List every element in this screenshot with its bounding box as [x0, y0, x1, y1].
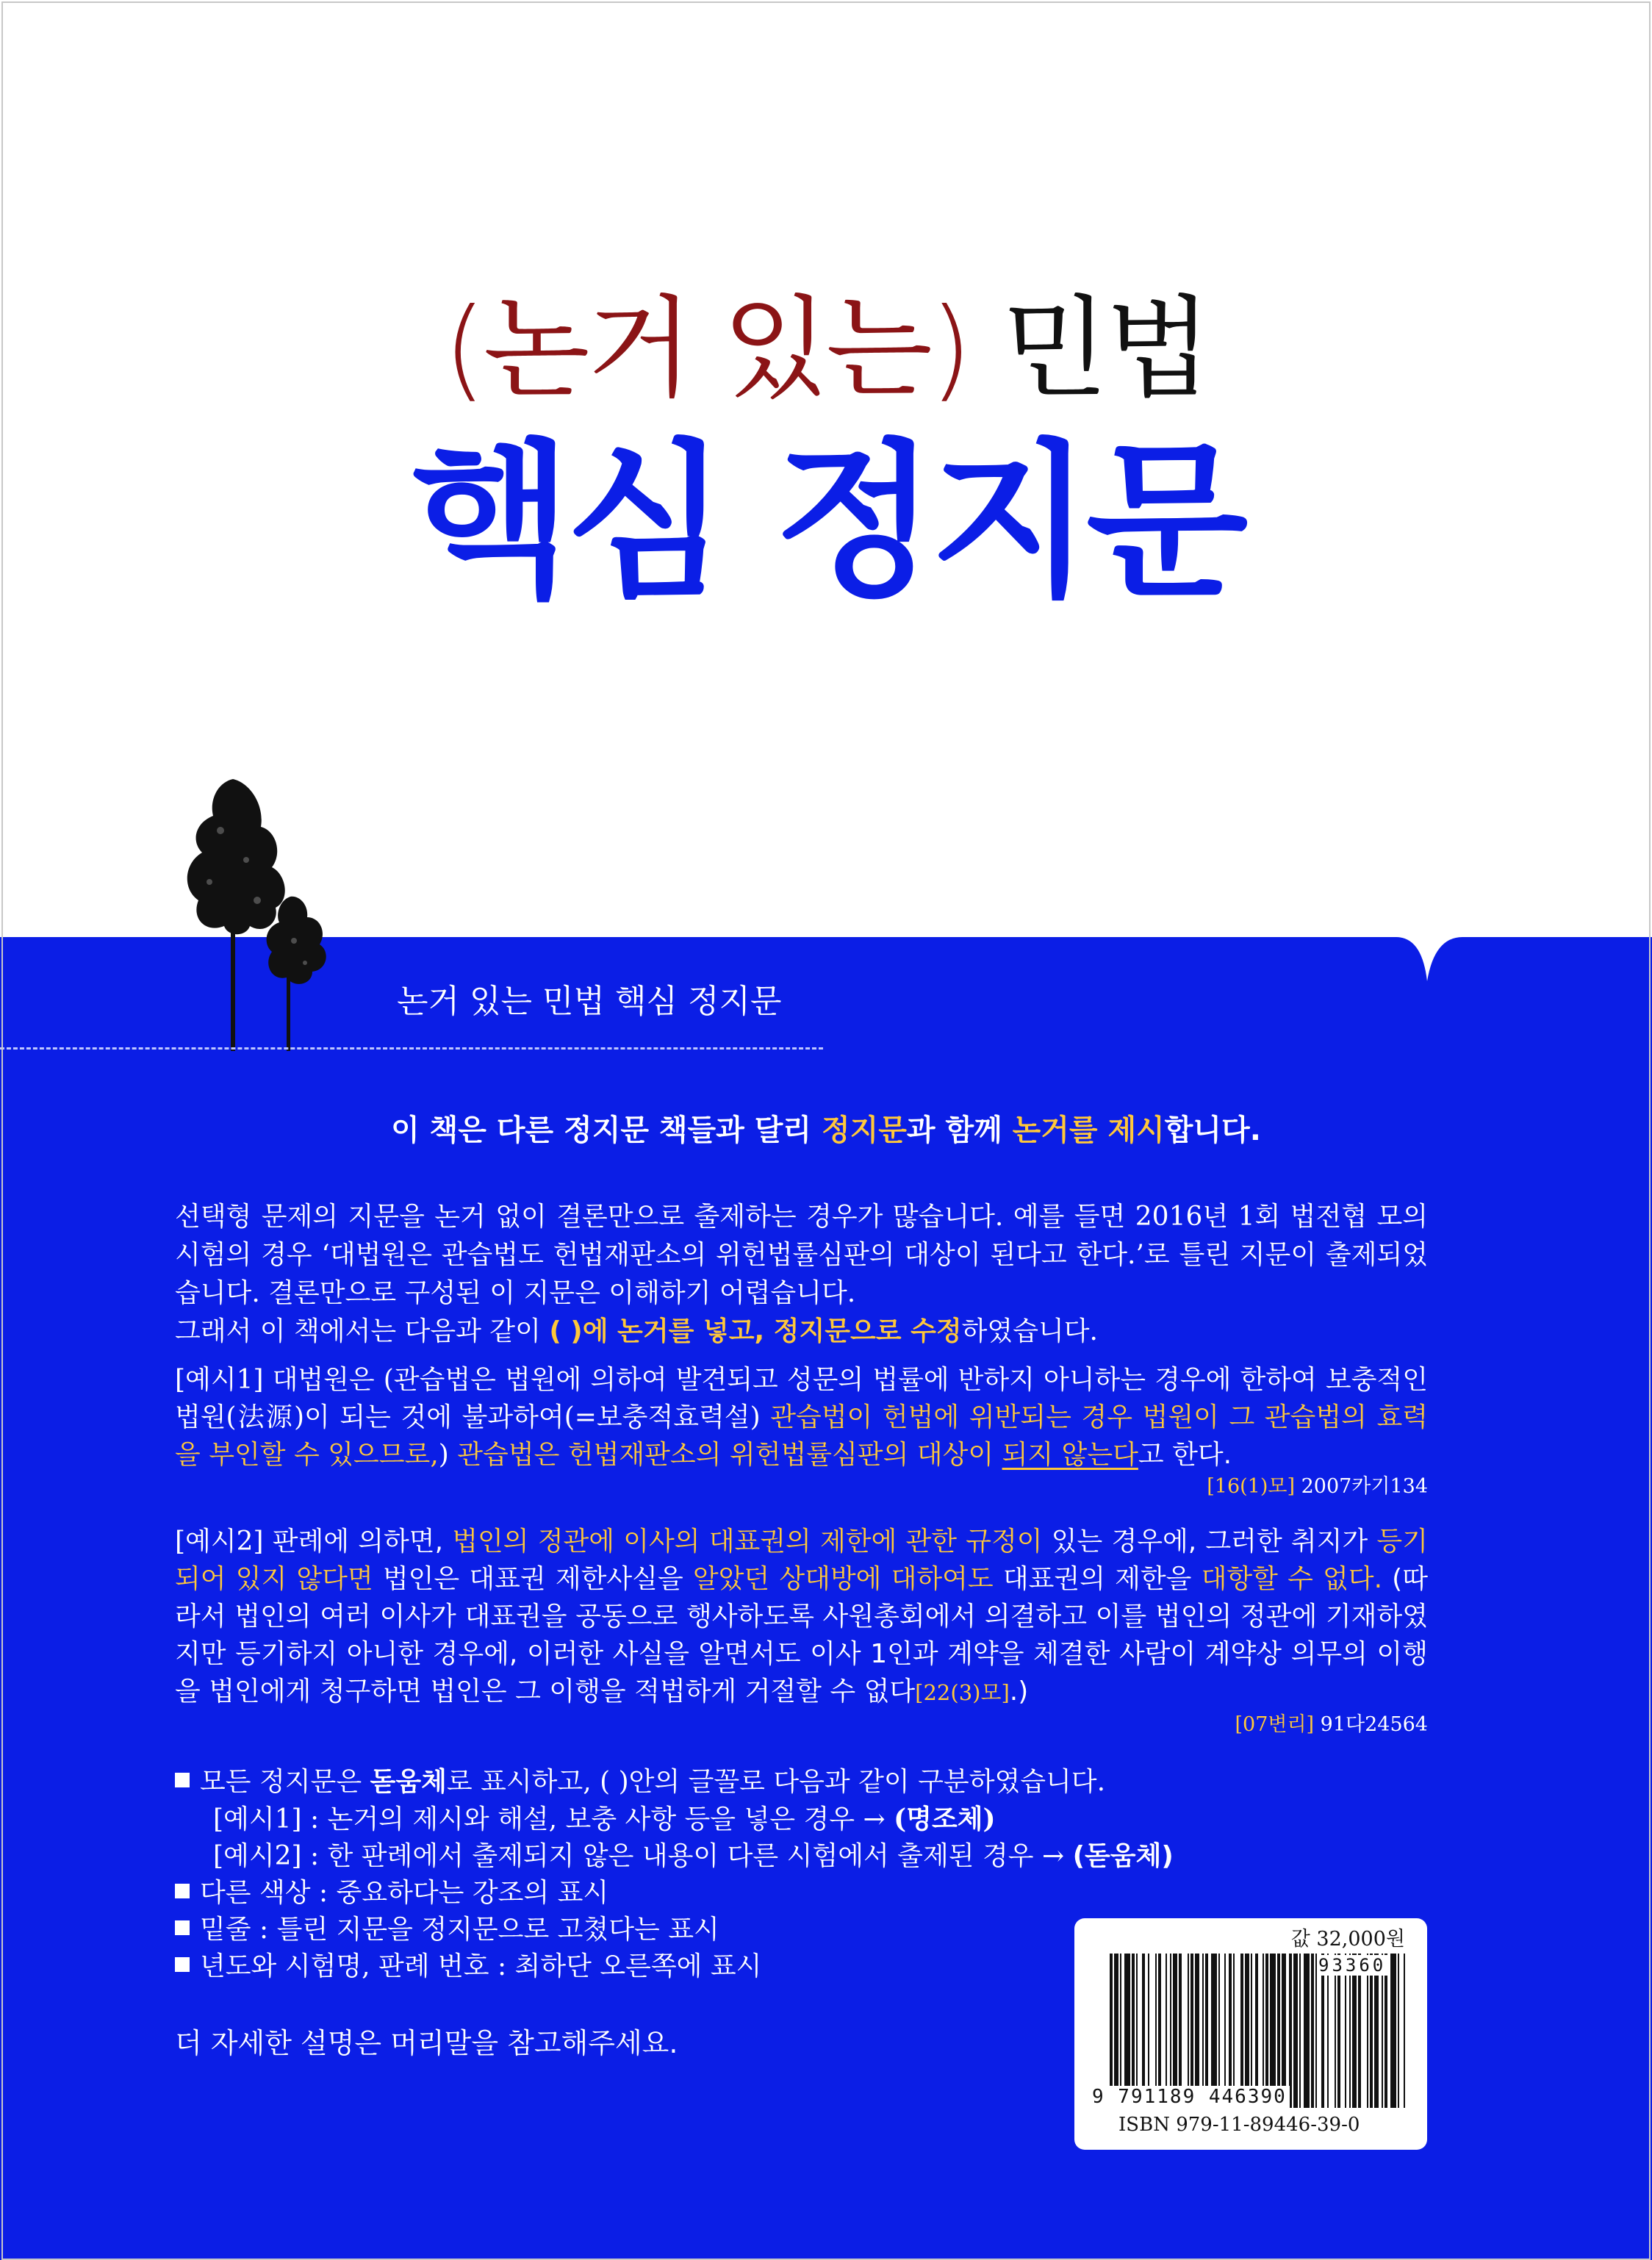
barcode-bar	[1299, 1954, 1301, 2108]
barcode-bar	[1158, 1954, 1161, 2108]
note-subitem	[175, 1838, 1204, 1875]
barcode-bar	[1240, 1954, 1243, 2108]
case-number: 2007카기134	[1295, 1475, 1428, 1498]
barcode-bar	[1345, 1954, 1346, 2108]
highlight-keyword: 논거를 제시	[1012, 1113, 1165, 1147]
example-1-emphasis: 관습법은 헌법재판소의 위헌법률심판의 대상이	[457, 1440, 1002, 1470]
example-1-corrected: 되지 않는다	[1002, 1440, 1138, 1470]
note-part: [예시1] : 논거의 제시와 해설, 보충 사항 등을 넣은 경우 →	[213, 1804, 894, 1834]
note-item	[175, 1875, 1204, 1912]
intro-part: 하였습니다.	[961, 1316, 1098, 1346]
barcode-bar	[1321, 1954, 1324, 2108]
exam-tag: [22(3)모]	[915, 1680, 1010, 1705]
barcode-bar	[1190, 1954, 1193, 2108]
note-emphasis: 돋움체	[370, 1767, 447, 1797]
barcode-bar	[1224, 1954, 1226, 2108]
legend-notes	[175, 1764, 1204, 1985]
barcode-bar	[1390, 1954, 1396, 2108]
barcode-bar	[1385, 1954, 1387, 2108]
case-number: 91다24564	[1314, 1713, 1428, 1736]
note-part: 로 표시하고, ( )안의 글꼴로 다음과 같이 구분하였습니다.	[446, 1767, 1106, 1797]
exam-tag: [16(1)모]	[1207, 1475, 1295, 1498]
barcode-bar	[1251, 1954, 1252, 2108]
example-1-part: 고 한다.	[1138, 1440, 1232, 1470]
barcode-bar	[1374, 1954, 1379, 2108]
square-bullet-icon	[175, 1920, 190, 1935]
example-1-label: [예시1]	[175, 1365, 273, 1395]
example-1-part: 대법원은	[272, 1365, 375, 1395]
highlight-keyword: 정지문	[821, 1113, 907, 1147]
note-item	[175, 1912, 1204, 1948]
barcode-bar	[1270, 1954, 1276, 2108]
barcode-bar	[1179, 1954, 1182, 2108]
barcode-bar	[1382, 1954, 1383, 2108]
example-2-part: 법인은 대표권 제한사실을	[373, 1564, 693, 1594]
example-2-emphasis: 대항할 수 없다.	[1201, 1564, 1383, 1594]
barcode-bar	[1136, 1954, 1138, 2108]
barcode-bar	[1327, 1954, 1329, 2108]
intro-part: 그래서 이 책에서는 다음과 같이	[175, 1316, 550, 1346]
note-subitem	[175, 1801, 1204, 1838]
barcode-bar	[1124, 1954, 1130, 2108]
barcode-bar	[1311, 1954, 1314, 2108]
intro-emphasis: ( )에 논거를 넣고, 정지문으로 수정	[549, 1316, 962, 1346]
example-2-part: 대표권의 제한을	[993, 1564, 1202, 1594]
tree-illustration	[176, 772, 338, 1051]
more-info: 더 자세한 설명은 머리말을 참고해주세요.	[175, 2027, 678, 2059]
barcode-bar	[1304, 1954, 1310, 2108]
barcode-bar	[1337, 1954, 1340, 2108]
barcode-bar	[1349, 1954, 1351, 2108]
barcode-bar	[1110, 1954, 1113, 2108]
note-item	[175, 1764, 1204, 1801]
example-2-reference	[175, 1712, 1428, 1738]
intro-text: 선택형 문제의 지문을 논거 없이 결론만으로 출제하는 경우가 많습니다. 예를 들면 2016년 1회 법전협 모의시험의 경우 ‘대법원은 관습법도 헌법재판소의 위헌법률심판의 대상이 된다고 한다.’로 틀린 지문이 출제되었습니다. 결론만으로 구성된 이 지문은 이해하기 어렵습니다.	[175, 1202, 1428, 1308]
highlight-part: 이 책은 다른 정지문 책들과 달리	[391, 1113, 822, 1147]
barcode-bar	[1255, 1954, 1258, 2108]
example-1-part: )	[438, 1440, 458, 1470]
barcode-bar	[1370, 1954, 1373, 2108]
intro-text-2	[175, 1313, 1428, 1351]
price: 값 32,000원	[1290, 1928, 1405, 1951]
example-1-part: (관습법은 법원에 의하여 발견되고 성문의 법률에 반하지 아니하는 경우에 한하여 보충적인 법원(法源)이 되는 것에 불과하여(=보충적효력설)	[175, 1365, 1428, 1432]
example-2	[175, 1523, 1428, 1738]
example-2-part: .)	[1009, 1676, 1029, 1707]
note-text: 년도와 시험명, 판례 번호 : 최하단 오른쪽에 표시	[200, 1951, 762, 1981]
barcode-bar	[1245, 1954, 1249, 2108]
barcode-bar	[1120, 1954, 1121, 2108]
barcode-bar	[1277, 1954, 1280, 2108]
isbn: ISBN 979-11-89446-39-0	[1118, 2114, 1360, 2136]
barcode-icon	[1110, 1954, 1407, 2108]
barcode-bar	[1205, 1954, 1208, 2108]
example-1-text	[175, 1361, 1428, 1474]
barcode-bar	[1335, 1954, 1336, 2108]
barcode-bar	[1352, 1954, 1357, 2108]
barcode-box	[1074, 1918, 1427, 2150]
dashed-divider	[0, 1047, 823, 1050]
barcode-bar	[1218, 1954, 1220, 2108]
barcode-bar	[1315, 1954, 1317, 2108]
example-2-label: [예시2]	[175, 1527, 273, 1557]
barcode-bar	[1367, 1954, 1368, 2108]
title-paren: (논거 있는)	[443, 285, 970, 413]
barcode-bar	[1132, 1954, 1135, 2108]
highlight-sentence	[0, 1110, 1652, 1151]
barcode-bar	[1229, 1954, 1232, 2108]
example-2-emphasis: 알았던 상대방에 대하여도	[692, 1564, 994, 1594]
barcode-number: 9 791189 446390	[1089, 2086, 1290, 2108]
barcode-bar	[1166, 1954, 1167, 2108]
note-part: 모든 정지문은	[200, 1767, 370, 1797]
note-text: 밑줄 : 틀린 지문을 정지문으로 고쳤다는 표시	[200, 1915, 719, 1945]
barcode-bar	[1263, 1954, 1264, 2108]
example-2-part: 있는 경우에, 그러한 취지가	[1042, 1527, 1377, 1557]
barcode-bar	[1404, 1954, 1405, 2108]
note-text: 다른 색상 : 중요하다는 강조의 표시	[200, 1878, 609, 1908]
barcode-bar	[1170, 1954, 1171, 2108]
barcode-bar	[1195, 1954, 1199, 2108]
example-1-emphasis: 관습법이 헌법에 위반되는 경우 법원이 그 관습법의 효력을 부인할 수 있으므로,	[175, 1402, 1429, 1470]
example-1-reference	[175, 1474, 1428, 1500]
square-bullet-icon	[175, 1957, 190, 1972]
example-2-part: 판례에 의하면,	[272, 1527, 453, 1557]
barcode-bar	[1293, 1954, 1298, 2108]
note-emphasis: (돋움체)	[1072, 1841, 1174, 1871]
barcode-bar	[1202, 1954, 1204, 2108]
barcode-bar	[1114, 1954, 1118, 2108]
barcode-bar	[1142, 1954, 1145, 2108]
title-line-2: 핵심 정지문	[409, 424, 1243, 620]
barcode-bar	[1173, 1954, 1177, 2108]
note-part: [예시2] : 한 판례에서 출제되지 않은 내용이 다른 시험에서 출제된 경우 →	[213, 1841, 1073, 1871]
barcode-bar	[1233, 1954, 1235, 2108]
example-2-emphasis: 법인의 정관에 이사의 대표권의 제한에 관한 규정이	[452, 1527, 1043, 1557]
barcode-addon: 93360	[1318, 1955, 1387, 1976]
example-2-part: (따라서 법인의 여러 이사가 대표권을 공동으로 행사하도록 사원총회에서 의결하고 이를 법인의 정관에 기재하였지만 등기하지 아니한 경우에, 이러한 사실을 알면서도 이사 1인과 계약을 체결한 사람이 계약상 의무의 이행을 법인에게 청구하면 법인은 그 이행을 적법하게 거절할 수 없다	[175, 1564, 1428, 1707]
barcode-bar	[1148, 1954, 1149, 2108]
intro-paragraph	[175, 1198, 1428, 1351]
exam-tag: [07변리]	[1235, 1713, 1315, 1736]
title-main: 민법	[969, 285, 1209, 413]
title-line-1	[0, 285, 1652, 413]
barcode-bar	[1289, 1954, 1292, 2108]
barcode-bar	[1155, 1954, 1157, 2108]
barcode-bar	[1282, 1954, 1286, 2108]
example-2-emphasis: 등기되어 있지 않다면	[175, 1527, 1428, 1594]
barcode-bar	[1265, 1954, 1268, 2108]
example-2-text	[175, 1523, 1428, 1712]
highlight-part: 과 함께	[906, 1113, 1013, 1147]
barcode-bar	[1188, 1954, 1189, 2108]
note-emphasis: (명조체)	[894, 1804, 996, 1834]
barcode-bar	[1398, 1954, 1399, 2108]
series-label: 논거 있는 민법 핵심 정지문	[397, 983, 782, 1020]
barcode-bar	[1358, 1954, 1361, 2108]
square-bullet-icon	[175, 1884, 190, 1898]
square-bullet-icon	[175, 1773, 190, 1787]
example-1	[175, 1361, 1428, 1500]
highlight-part: 합니다.	[1164, 1113, 1261, 1147]
note-item	[175, 1948, 1204, 1985]
barcode-bar	[1211, 1954, 1217, 2108]
